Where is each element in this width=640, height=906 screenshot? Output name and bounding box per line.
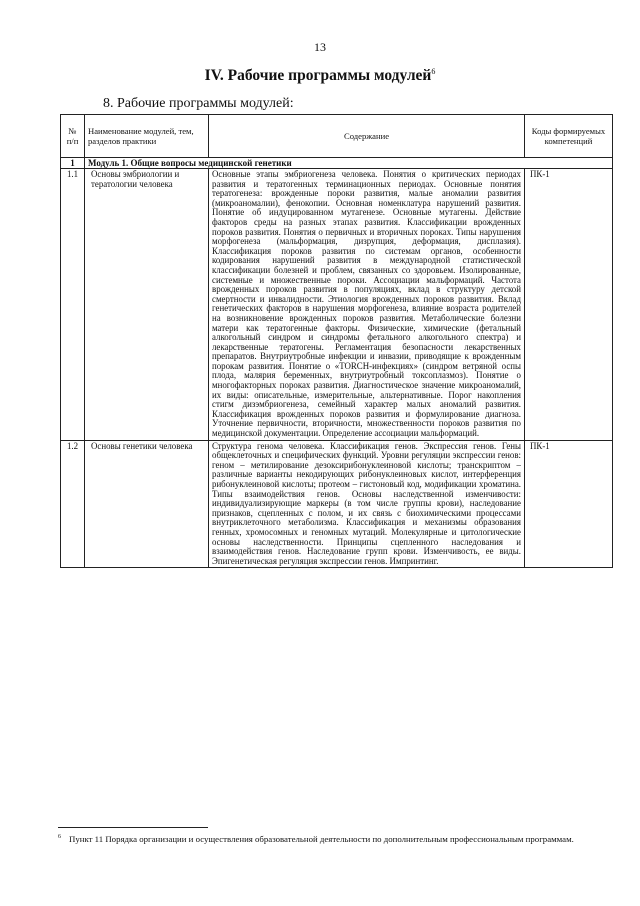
module-row — [61, 158, 613, 169]
table-header-row — [61, 115, 613, 158]
section-heading — [0, 67, 640, 85]
row-content: Структура генома человека. Классификация генов. Экспрессия генов. Гены общеклеточных и специфических функций. Уровни регуляции экспрессии генов: геном – метилирование дезоксирибонуклеиновой кислоты; транскриптом – различные варианты некодирующих рибонуклеиновых кислот, интерференция рибонуклеиновой кислоты; протеом – гистоновый код, модификации хроматина. Типы взаимодействия генов. Основы наследственной изменчивости: индивидуализирующие маркеры (в том числе группы крови), наследование признаков, сцепленных с полом, и их связь с биохимическими процессами внутриклеточного метаболизма. Классификация и механизмы образования генных, хромосомных и геномных мутаций. Молекулярные и цитологические основы наследственности. Принципы сцепленного наследования и взаимодействия генов. Наследование групп крови. Изменчивость, ее виды. Эпигенетическая регуляция экспрессии генов. Импринтинг. — [209, 440, 525, 568]
modules-table — [60, 114, 613, 568]
row-name: Основы генетики человека — [85, 440, 209, 568]
header-content: Содержание — [209, 115, 525, 158]
footnote — [58, 832, 610, 845]
heading-footnote-mark: 6 — [431, 67, 436, 76]
header-codes: Коды формируемых компетенций — [525, 115, 613, 158]
row-code: ПК-1 — [525, 440, 613, 568]
row-content: Основные этапы эмбриогенеза человека. Понятия о критических периодах развития и тератогенных терминационных периодах. Основные понятия тератогенеза: врожденные пороки развития, малые аномалии развития (микроаномалии), фенокопии. Основная номенклатура нарушений развития. Понятие об индуцированном мутагенезе. Основные мутагены. Действие факторов среды на разных этапах развития. Классификации врожденных пороков развития. Понятия о первичных и вторичных пороках. Типы нарушения морфогенеза (мальформация, дизрупция, деформация, дисплазия). Классификация пороков развития по системам органов, особенности кодирования нарушений развития в международной статистической классификации болезней и проблем, связанных со здоровьем. Изолированные, системные и множественные пороки. Ассоциации мальформаций. Частота врожденных пороков развития в популяциях, вклад в структуру детской смертности и инвалидности. Этиология врожденных пороков развития. Вклад генетических факторов в нарушения морфогенеза, влияние возраста родителей на возникновение врожденных пороков развития. Метаболические болезни матери как тератогенные факторы. Физические, химические (фетальный алкогольный синдром и синдромы фетального алкогольного спектра) и лекарственные тератогены. Регламентация безопасности лекарственных препаратов. Внутриутробные инфекции и инвазии, приводящие к врожденным порокам развития. Понятие о «TORCH-инфекциях» (синдром ветряной оспы плода, малярия беременных, внутриутробный токсоплазмоз). Понятие о многофакторных пороках развития. Диагностическое значение микроаномалий, их виды: описательные, измерительные, альтернативные. Порог накопления стигм дизэмбриогенеза, семейный характер малых аномалий развития. Классификация врожденных пороков развития и формулирование диагноза. Уточнение первичности, вторичности, множественности пороков развития по медицинской документации. Определение ассоциации мальформаций. — [209, 169, 525, 441]
header-no: № п/п — [61, 115, 85, 158]
row-name: Основы эмбриологии и тератологии человека — [85, 169, 209, 441]
page-number: 13 — [314, 40, 326, 54]
section-heading-title: IV. Рабочие программы модулей — [204, 67, 432, 85]
footnote-text: Пункт 11 Порядка организации и осуществления образовательной деятельности по дополнительным профессиональным программам. — [69, 833, 574, 844]
row-no: 1.1 — [61, 169, 85, 441]
row-no: 1.2 — [61, 440, 85, 568]
table-row — [61, 169, 613, 441]
module-title: Модуль 1. Общие вопросы медицинской генетики — [85, 158, 613, 169]
header-name: Наименование модулей, тем, разделов практики — [85, 115, 209, 158]
footnote-divider — [58, 827, 208, 828]
section-subheading: 8. Рабочие программы модулей: — [103, 96, 294, 111]
row-code: ПК-1 — [525, 169, 613, 441]
footnote-mark: 6 — [58, 834, 61, 840]
table-row — [61, 440, 613, 568]
module-number: 1 — [61, 158, 85, 169]
